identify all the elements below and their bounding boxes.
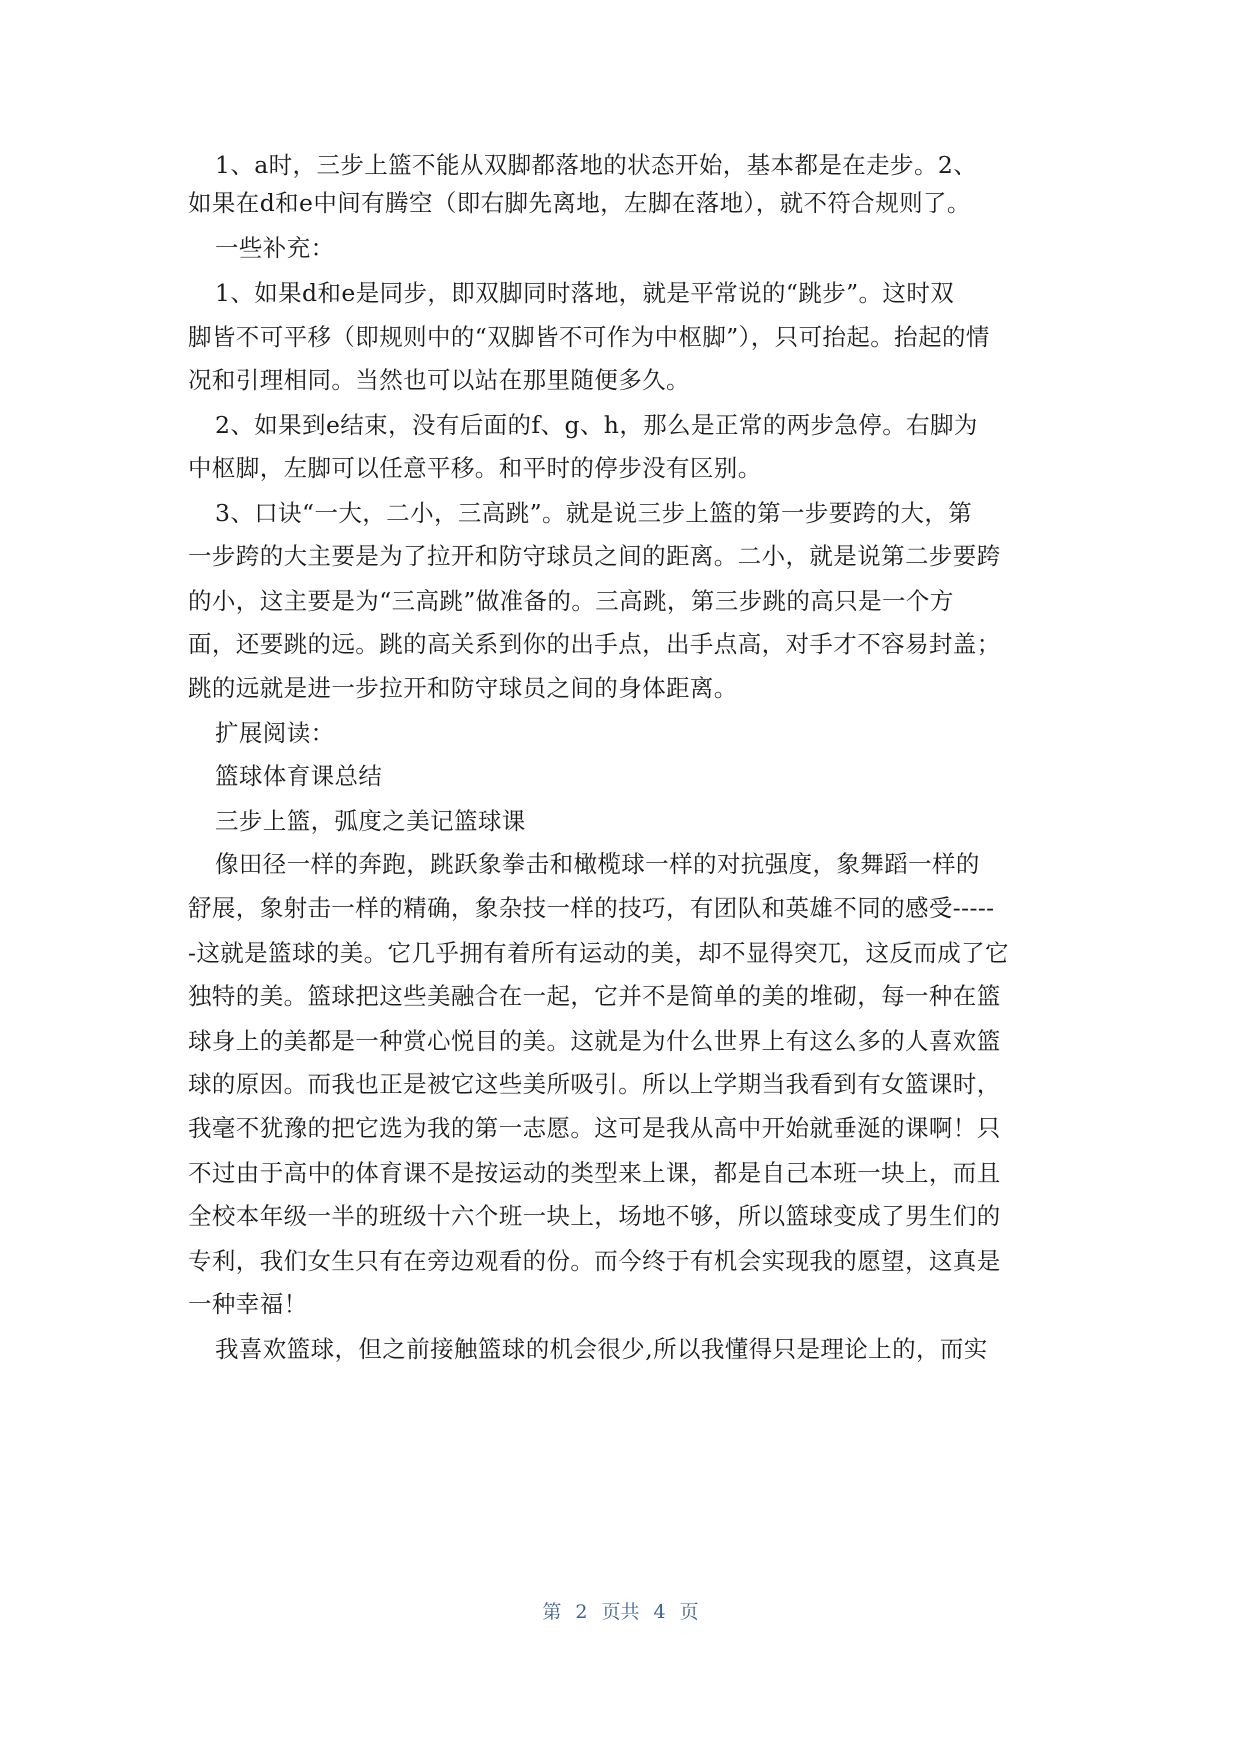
footer-middle: 页共 — [601, 1601, 640, 1623]
text-line: 专利，我们女生只有在旁边观看的份。而今终于有机会实现我的愿望，这真是 — [188, 1247, 1001, 1275]
text-line: 三步上篮，弧度之美记篮球课 — [215, 807, 526, 835]
text-line: 3、口诀“一大，二小，三高跳”。就是说三步上篮的第一步要跨的大，第 — [215, 499, 973, 527]
footer-total-pages: 4 — [653, 1601, 666, 1623]
text-line: 我喜欢篮球，但之前接触篮球的机会很少,所以我懂得只是理论上的，而实 — [215, 1335, 988, 1363]
text-line: 面，还要跳的远。跳的高关系到你的出手点，出手点高，对手才不容易封盖； — [188, 630, 1001, 658]
text-line: 独特的美。篮球把这些美融合在一起，它并不是简单的美的堆砌，每一种在篮 — [188, 982, 1001, 1010]
footer-suffix: 页 — [679, 1601, 699, 1623]
text-line: 不过由于高中的体育课不是按运动的类型来上课，都是自己本班一块上，而且 — [188, 1159, 1001, 1187]
text-line: 1、a时，三步上篮不能从双脚都落地的状态开始，基本都是在走步。2、 — [215, 151, 978, 179]
text-line: 中枢脚，左脚可以任意平移。和平时的停步没有区别。 — [188, 454, 762, 482]
text-line: 舒展，象射击一样的精确，象杂技一样的技巧，有团队和英雄不同的感受----- — [188, 894, 995, 922]
page-footer — [0, 1597, 1241, 1624]
text-line: 全校本年级一半的班级十六个班一块上，场地不够，所以篮球变成了男生们的 — [188, 1202, 1001, 1230]
text-line: 跳的远就是进一步拉开和防守球员之间的身体距离。 — [188, 674, 738, 702]
text-line: 1、如果d和e是同步，即双脚同时落地，就是平常说的“跳步”。这时双 — [215, 279, 955, 307]
text-line: 扩展阅读： — [215, 719, 335, 747]
text-line: 的小，这主要是为“三高跳”做准备的。三高跳，第三步跳的高只是一个方 — [188, 587, 954, 615]
text-line: 脚皆不可平移（即规则中的“双脚皆不可作为中枢脚”），只可抬起。抬起的情 — [188, 323, 990, 351]
text-line: 像田径一样的奔跑，跳跃象拳击和橄榄球一样的对抗强度，象舞蹈一样的 — [215, 850, 980, 878]
text-line: 一种幸福！ — [188, 1290, 308, 1318]
text-line: 球的原因。而我也正是被它这些美所吸引。所以上学期当我看到有女篮课时， — [188, 1070, 1001, 1098]
text-line: 球身上的美都是一种赏心悦目的美。这就是为什么世界上有这么多的人喜欢篮 — [188, 1027, 1001, 1055]
text-line: -这就是篮球的美。它几乎拥有着所有运动的美，却不显得突兀，这反而成了它 — [188, 939, 1009, 967]
text-line: 一步跨的大主要是为了拉开和防守球员之间的距离。二小，就是说第二步要跨 — [188, 542, 1001, 570]
text-line: 2、如果到e结束，没有后面的f、g、h，那么是正常的两步急停。右脚为 — [215, 411, 978, 439]
text-line: 篮球体育课总结 — [215, 762, 383, 790]
text-line: 一些补充： — [215, 234, 335, 262]
text-line: 我毫不犹豫的把它选为我的第一志愿。这可是我从高中开始就垂涎的课啊！只 — [188, 1114, 1001, 1142]
footer-prefix: 第 — [542, 1601, 562, 1623]
footer-page-number: 2 — [575, 1601, 588, 1623]
text-line: 如果在d和e中间有腾空（即右脚先离地，左脚在落地），就不符合规则了。 — [188, 189, 971, 217]
text-line: 况和引理相同。当然也可以站在那里随便多久。 — [188, 366, 690, 394]
